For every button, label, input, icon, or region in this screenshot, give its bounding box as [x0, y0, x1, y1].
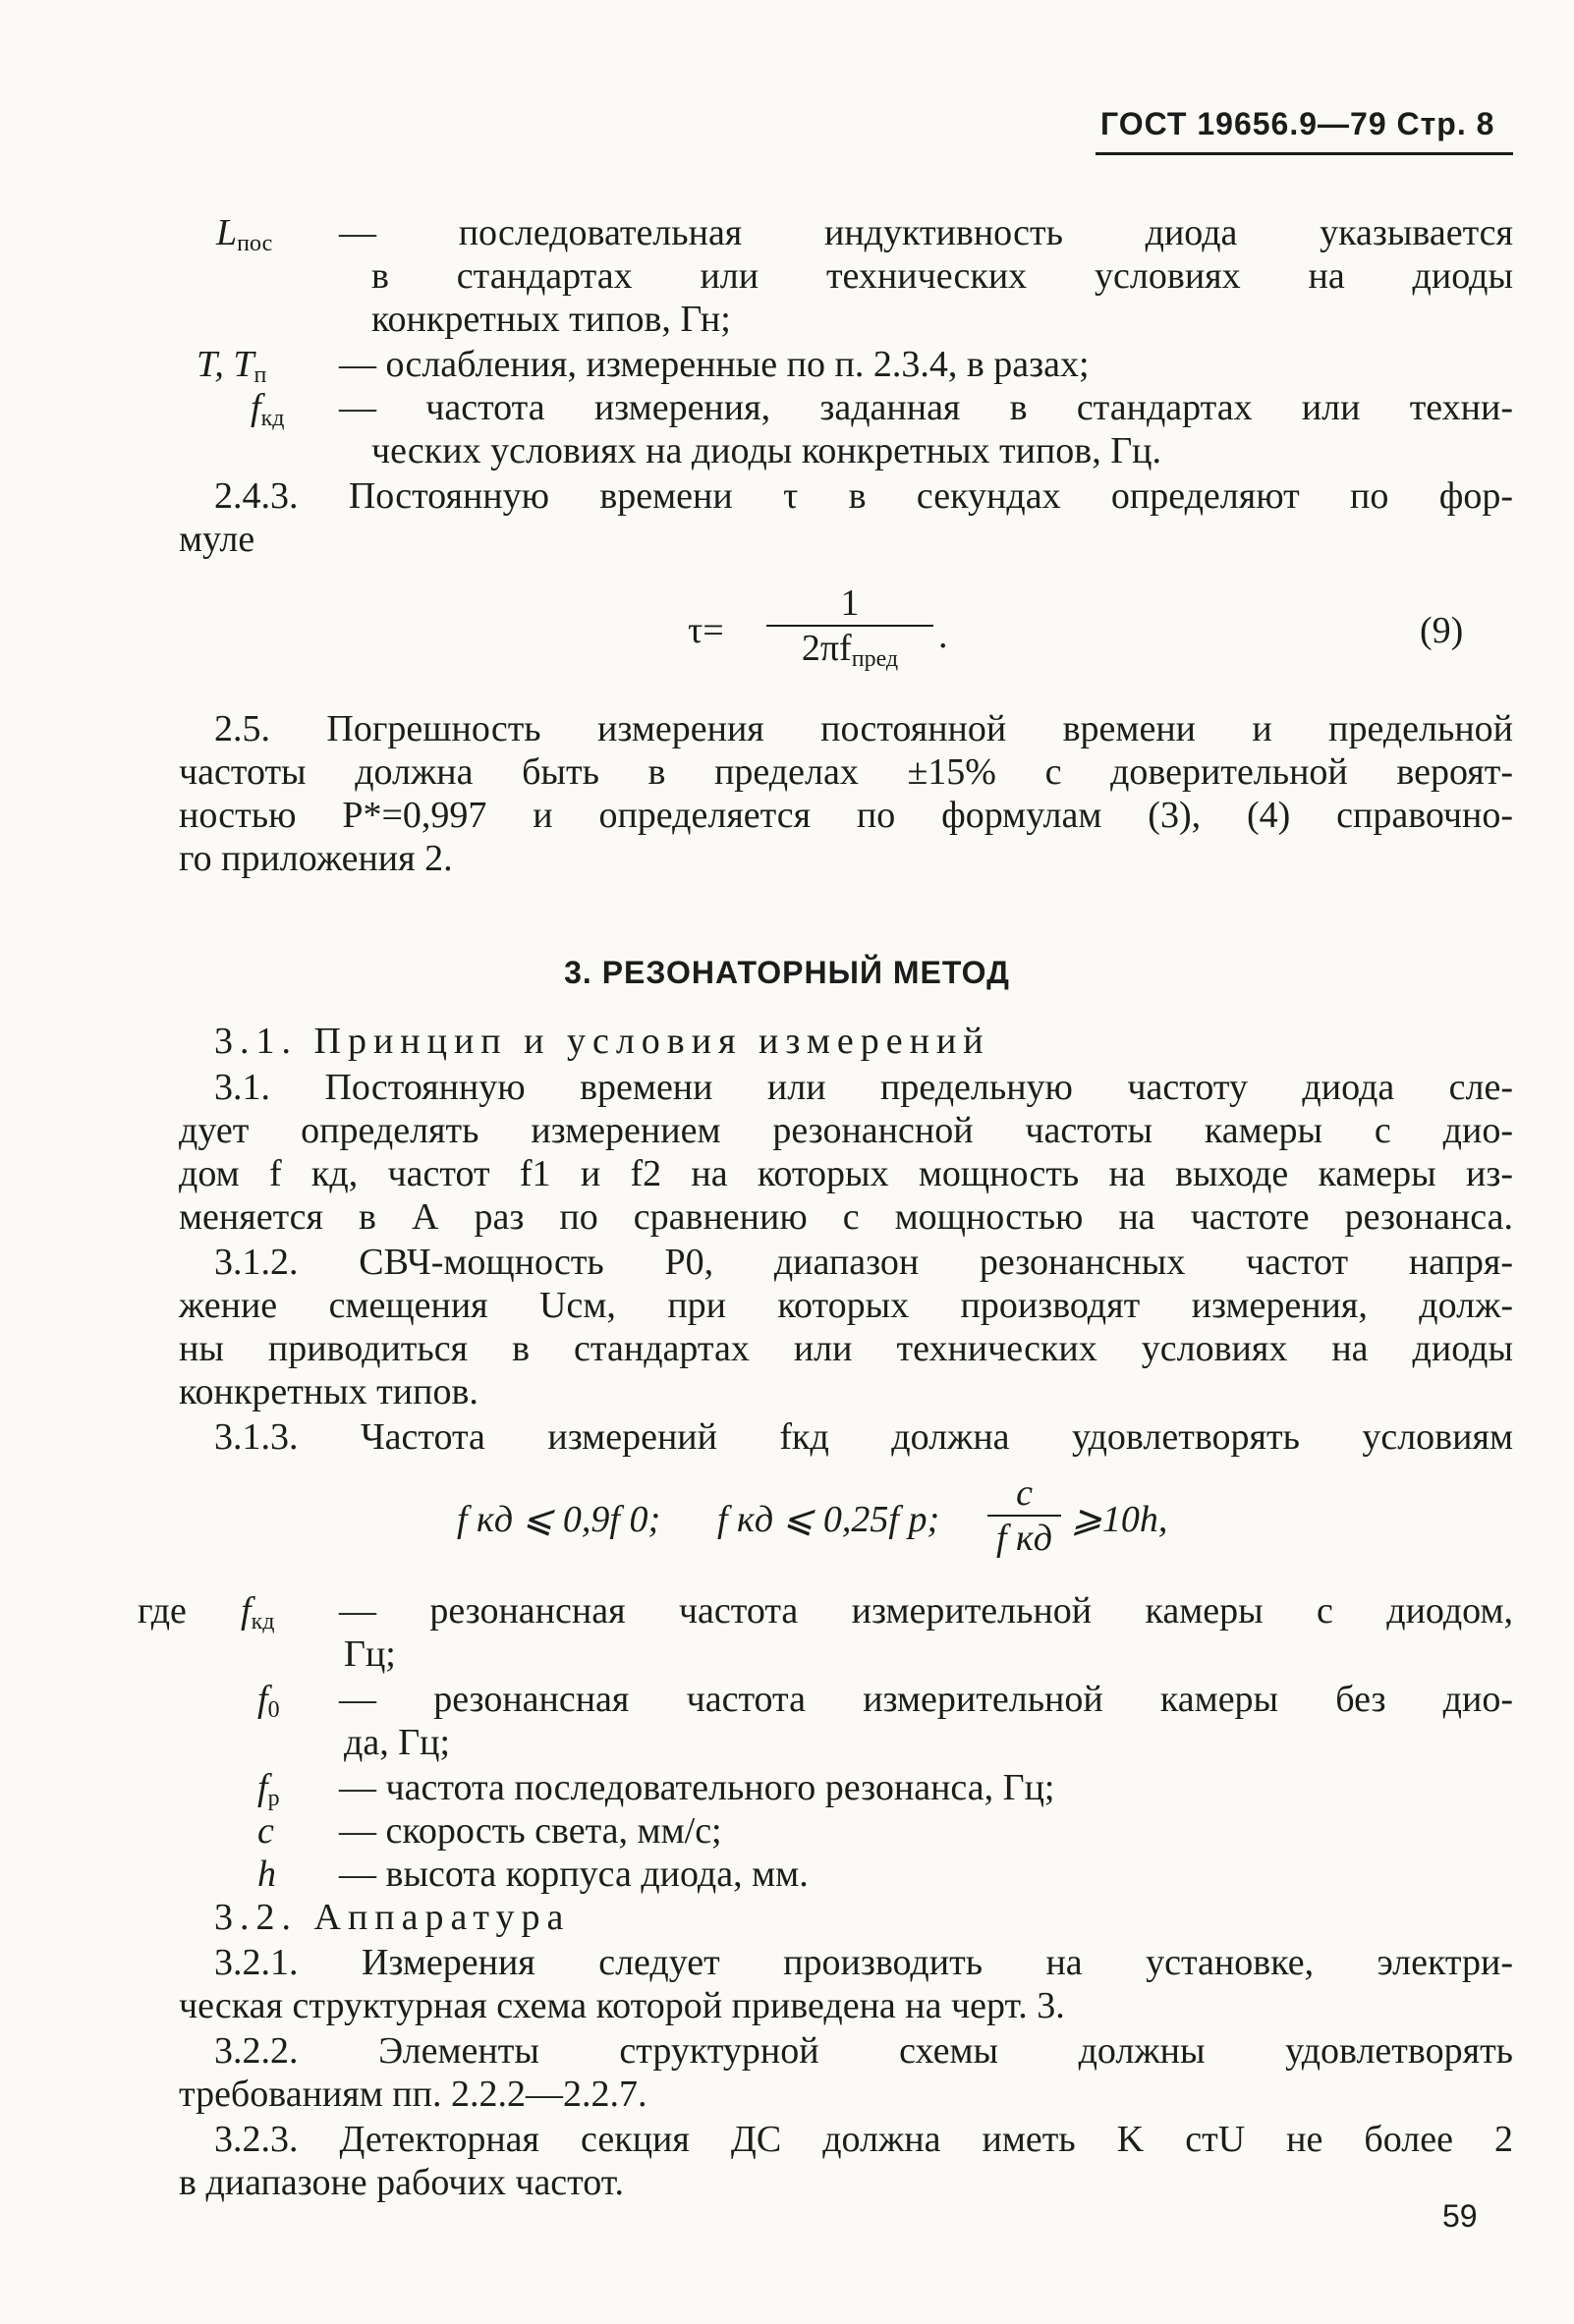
formula9-numerator: 1	[840, 582, 860, 624]
def-text-lpos-2: в стандартах или технических условиях на диоды	[371, 255, 1513, 297]
para-321-line1: 3.2.1. Измерения следует производить на установке, электри-	[214, 1942, 1513, 1983]
def-text-f0-2: да, Гц;	[344, 1722, 451, 1763]
def-symbol-c: c	[257, 1810, 274, 1852]
def-text-fkd-2: ческих условиях на диоды конкретных типов, Гц.	[371, 430, 1162, 471]
condition-3-numerator: c	[1016, 1472, 1033, 1514]
def-symbol-f0: $f_0$	[257, 1679, 280, 1723]
def-symbol-fkd-2: $f_{кд}$	[241, 1590, 275, 1634]
def-text-fkd2-2: Гц;	[344, 1633, 396, 1675]
para-312-line4: конкретных типов.	[179, 1371, 478, 1412]
para-312-line1: 3.1.2. СВЧ-мощность P0, диапазон резонансных частот напря-	[214, 1242, 1513, 1283]
def-text-fkd-1: — частота измерения, заданная в стандартах или техни-	[339, 387, 1513, 428]
def-text-lpos-3: конкретных типов, Гн;	[371, 299, 731, 340]
para-312-line3: ны приводиться в стандартах или технических условиях на диоды	[179, 1328, 1513, 1369]
para-25-line1: 2.5. Погрешность измерения постоянной времени и предельной	[214, 708, 1513, 749]
def-text-fp: — частота последовательного резонанса, Гц;	[339, 1767, 1055, 1808]
para-25-line2: частоты должна быть в пределах ±15% с доверительной вероят-	[179, 751, 1513, 793]
def-symbol-lpos: $L_{пос}$	[216, 212, 273, 256]
para-312-line2: жение смещения Uсм, при которых производят измерения, долж-	[179, 1285, 1513, 1326]
def-text-t: — ослабления, измеренные по п. 2.3.4, в разах;	[339, 344, 1090, 385]
para-31-line2: дует определять измерением резонансной частоты камеры с дио-	[179, 1110, 1513, 1151]
para-321-line2: ческая структурная схема которой приведена на черт. 3.	[179, 1985, 1065, 2026]
condition-3-denominator: f кд	[995, 1518, 1053, 1559]
where-label: где	[138, 1590, 187, 1632]
def-symbol-fp: $f_р$	[257, 1767, 280, 1811]
condition-3-fraction	[987, 1471, 1061, 1560]
def-text-f0-1: — резонансная частота измерительной камеры без дио-	[339, 1679, 1513, 1720]
para-243-line1: 2.4.3. Постоянную времени τ в секундах определяют по фор-	[214, 475, 1513, 517]
condition-1: f кд ⩽ 0,9f 0;	[457, 1499, 661, 1540]
formula9-dot: .	[938, 615, 948, 656]
page-header	[1100, 106, 1494, 142]
condition-3-rhs: ⩾10h,	[1071, 1499, 1168, 1540]
def-text-c: — скорость света, мм/с;	[339, 1810, 722, 1852]
formula9-fraction	[766, 581, 933, 681]
def-symbol-fkd: $f_{кд}$	[251, 387, 285, 431]
formula9-denominator: $2\pi f_{пред}$	[801, 628, 899, 672]
def-symbol-t: T, $T_п$	[197, 344, 267, 388]
formula9-lhs: τ=	[688, 610, 724, 651]
page-number: 59	[1442, 2198, 1478, 2234]
subsection-32-title: 3.2. Аппаратура	[214, 1897, 571, 1938]
section-title: 3. РЕЗОНАТОРНЫЙ МЕТОД	[564, 955, 1010, 990]
def-text-lpos-1: — последовательная индуктивность диода указывается	[339, 212, 1513, 253]
para-243-line2: муле	[179, 519, 255, 560]
para-313-line1: 3.1.3. Частота измерений fкд должна удовлетворять условиям	[214, 1416, 1513, 1458]
page-label: Стр. 8	[1396, 106, 1495, 141]
def-text-h: — высота корпуса диода, мм.	[339, 1854, 809, 1895]
para-322-line1: 3.2.2. Элементы структурной схемы должны удовлетворять	[214, 2030, 1513, 2072]
formula9-number: (9)	[1420, 610, 1464, 651]
para-25-line3: ностью P*=0,997 и определяется по формулам (3), (4) справочно-	[179, 795, 1513, 836]
subsection-31-title: 3.1. Принцип и условия измерений	[214, 1021, 990, 1062]
para-31-line3: дом f кд, частот f1 и f2 на которых мощность на выходе камеры из-	[179, 1153, 1513, 1194]
para-323-line2: в диапазоне рабочих частот.	[179, 2162, 625, 2203]
para-31-line1: 3.1. Постоянную времени или предельную частоту диода сле-	[214, 1067, 1513, 1108]
def-text-fkd2-1: — резонансная частота измерительной камеры с диодом,	[339, 1590, 1513, 1632]
para-25-line4: го приложения 2.	[179, 838, 453, 879]
header-rule	[1096, 152, 1513, 155]
para-323-line1: 3.2.3. Детекторная секция ДС должна иметь K стU не более 2	[214, 2119, 1513, 2160]
def-symbol-h: h	[257, 1854, 276, 1895]
para-322-line2: требованиям пп. 2.2.2—2.2.7.	[179, 2074, 647, 2115]
condition-2: f кд ⩽ 0,25f р;	[717, 1499, 940, 1540]
para-31-line4: меняется в А раз по сравнению с мощностью на частоте резонанса.	[179, 1196, 1513, 1238]
standard-number: ГОСТ 19656.9—79	[1100, 106, 1387, 141]
